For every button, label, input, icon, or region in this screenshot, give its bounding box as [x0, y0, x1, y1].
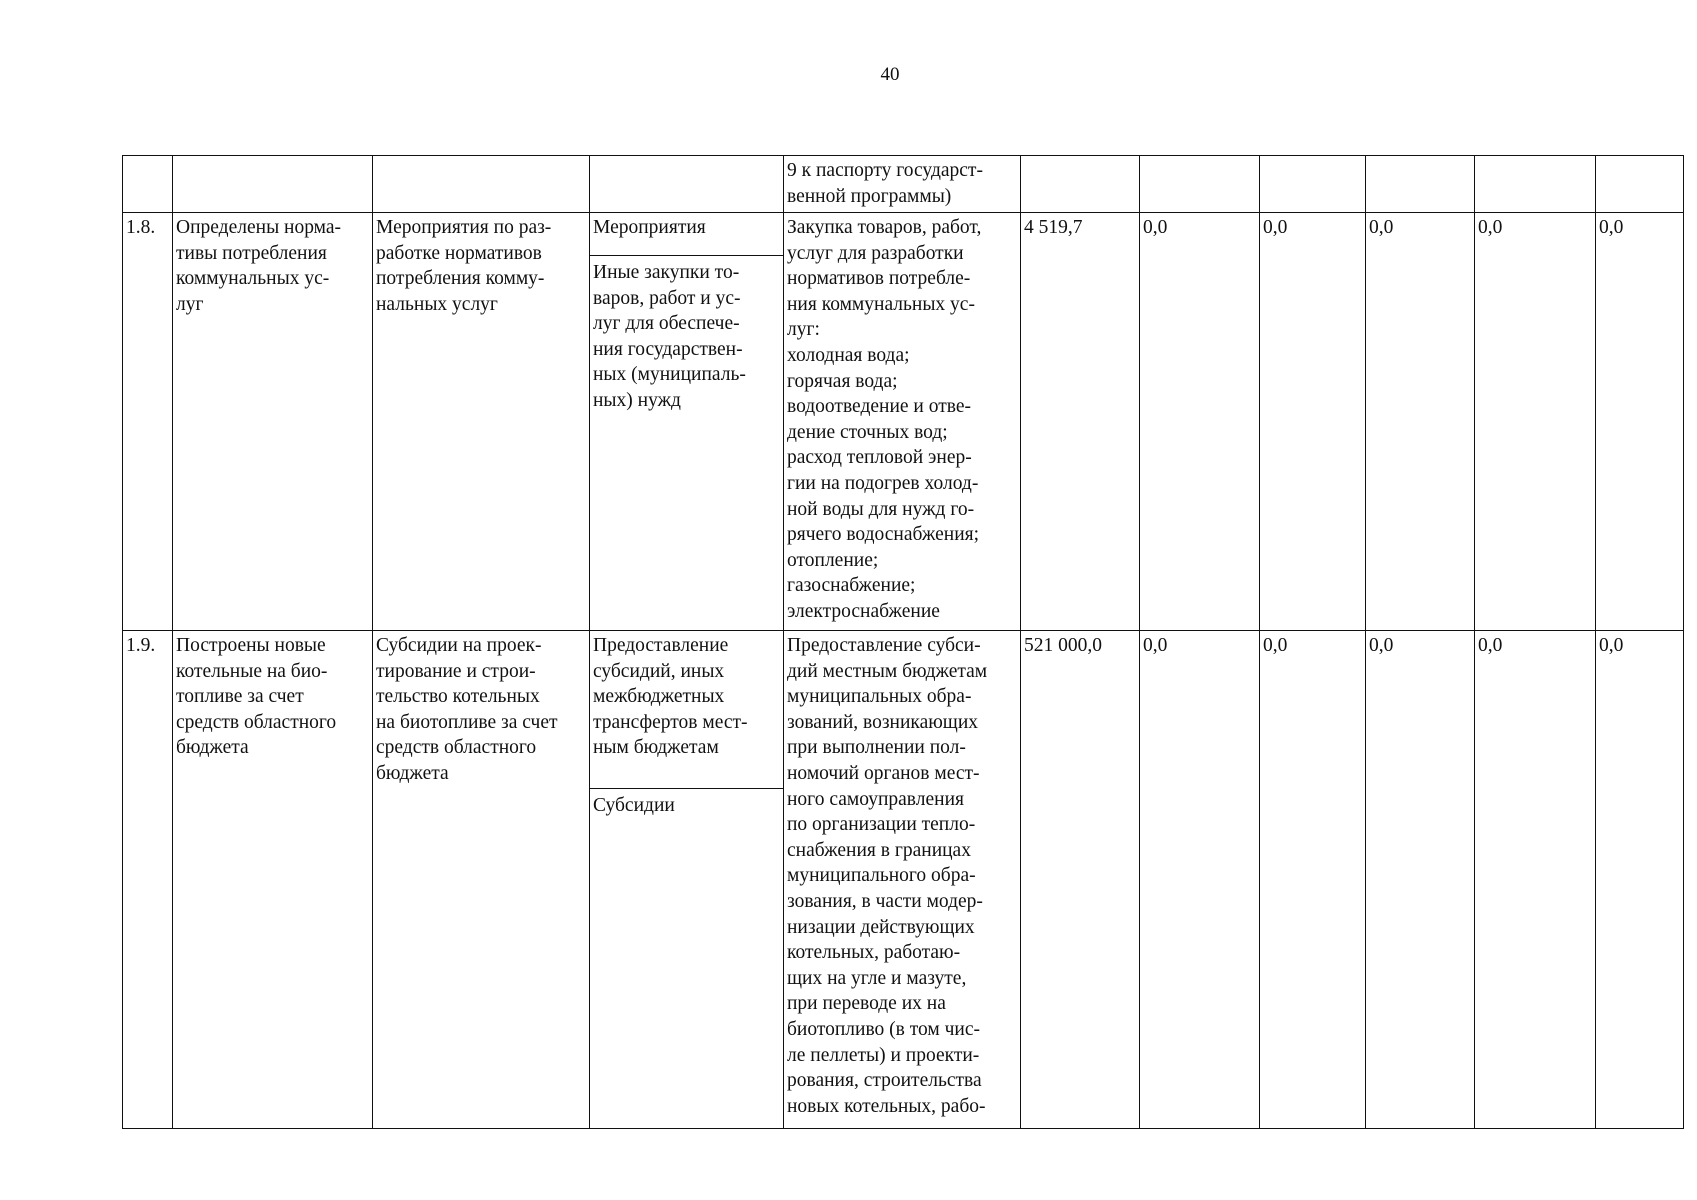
cell-empty — [590, 156, 784, 213]
cell-empty — [173, 156, 373, 213]
cell-empty — [1366, 156, 1475, 213]
continuation-text: 9 к паспорту государст- венной программы) — [784, 156, 1021, 213]
table-row — [123, 213, 1684, 631]
row-description: Предоставление субси- дий местным бюджетам муниципальных обра- зований, возникающих при выполнении пол- номочий органов мест- ного самоуправления по организации тепло- снабжения в границах муниципального обра- зования, в части модер- низации действующих котельных, работаю- щих на угле и мазуте, при переводе их на биотопливо (в том чис- ле пеллеты) и проекти- рования, строительства новых котельных, рабо- — [784, 631, 1021, 1129]
cell-empty — [1475, 156, 1596, 213]
row-type — [590, 213, 784, 631]
row-value: 0,0 — [1475, 631, 1596, 1129]
row-value: 0,0 — [1475, 213, 1596, 631]
row-value: 0,0 — [1366, 631, 1475, 1129]
row-value: 0,0 — [1140, 213, 1260, 631]
continuation-row — [123, 156, 1684, 213]
table-row — [123, 631, 1684, 1129]
row-description: Закупка товаров, работ, услуг для разработки нормативов потребле- ния коммунальных ус- луг: холодная вода; горячая вода; водоотведение и отве- дение сточных вод; расход тепловой энер- гии на подогрев холод- ной воды для нужд го- рячего водоснабжения; отопление; газоснабжение; электроснабжение — [784, 213, 1021, 631]
cell-empty — [1596, 156, 1684, 213]
row-value: 0,0 — [1260, 213, 1366, 631]
row-value: 0,0 — [1140, 631, 1260, 1129]
row-value: 0,0 — [1260, 631, 1366, 1129]
row-type — [590, 631, 784, 1129]
row-value: 0,0 — [1596, 213, 1684, 631]
row-type-top: Мероприятия — [590, 213, 783, 256]
cell-empty — [1260, 156, 1366, 213]
page-number: 40 — [880, 64, 900, 85]
row-number: 1.9. — [123, 631, 173, 1129]
cell-empty — [1021, 156, 1140, 213]
row-type-top: Предоставление субсидий, иных межбюджетных трансфертов мест- ным бюджетам — [590, 631, 783, 789]
program-table — [122, 155, 1684, 1129]
row-type-bottom: Иные закупки то- варов, работ и ус- луг для обеспече- ния государствен- ных (муниципаль- ных) нужд — [593, 262, 746, 411]
row-value: 0,0 — [1366, 213, 1475, 631]
row-measure: Мероприятия по раз- работке нормативов потребления комму- нальных услуг — [373, 213, 590, 631]
row-amount: 521 000,0 — [1021, 631, 1140, 1129]
cell-empty — [373, 156, 590, 213]
cell-empty — [1140, 156, 1260, 213]
row-measure: Субсидии на проек- тирование и строи- тельство котельных на биотопливе за счет средств областного бюджета — [373, 631, 590, 1129]
row-value: 0,0 — [1596, 631, 1684, 1129]
row-type-bottom: Субсидии — [593, 795, 675, 816]
row-number: 1.8. — [123, 213, 173, 631]
row-result: Определены норма- тивы потребления коммунальных ус- луг — [173, 213, 373, 631]
row-amount: 4 519,7 — [1021, 213, 1140, 631]
cell-empty — [123, 156, 173, 213]
row-result: Построены новые котельные на био- топливе за счет средств областного бюджета — [173, 631, 373, 1129]
